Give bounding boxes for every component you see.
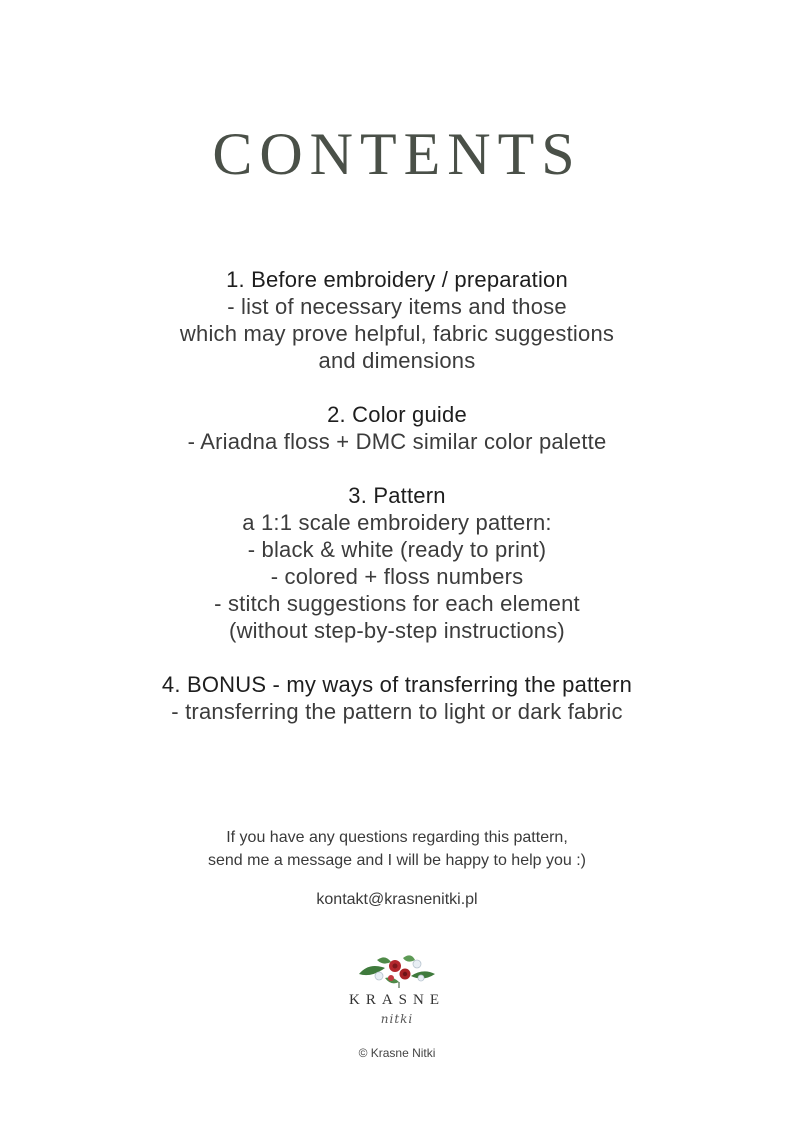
section-line: - colored + floss numbers <box>270 564 524 589</box>
section-line: - black & white (ready to print) <box>247 537 547 562</box>
section-line: which may prove helpful, fabric suggestions <box>179 321 615 346</box>
contact-email[interactable]: kontakt@krasnenitki.pl <box>316 891 478 908</box>
section-line: - list of necessary items and those <box>227 294 567 319</box>
copyright-notice: © Krasne Nitki <box>358 1046 436 1060</box>
contents-section-2 <box>0 401 794 455</box>
section-line: - Ariadna floss + DMC similar color palette <box>187 429 607 454</box>
flower-bouquet-icon <box>355 952 439 988</box>
logo-wordmark: KRASNE <box>348 992 445 1008</box>
section-line: a 1:1 scale embroidery pattern: <box>242 510 552 535</box>
section-line: (without step-by-step instructions) <box>229 618 565 643</box>
contents-section-1 <box>0 266 794 374</box>
section-heading: 2. Color guide <box>327 402 467 427</box>
contents-list <box>0 266 794 752</box>
logo-script-signature: nitki <box>380 1012 414 1026</box>
contents-section-4 <box>0 671 794 725</box>
contents-section-3 <box>0 482 794 644</box>
section-line: - transferring the pattern to light or dark fabric <box>171 699 623 724</box>
contact-message <box>0 826 794 872</box>
section-heading: 3. Pattern <box>348 483 446 508</box>
section-line: - stitch suggestions for each element <box>214 591 580 616</box>
section-heading: 4. BONUS - my ways of transferring the pattern <box>161 672 633 697</box>
section-line: and dimensions <box>318 348 476 373</box>
brand-logo <box>327 952 467 1042</box>
contact-line: send me a message and I will be happy to help you :) <box>208 852 586 869</box>
contact-line: If you have any questions regarding this pattern, <box>226 829 568 846</box>
page-title: CONTENTS <box>212 121 582 187</box>
section-heading: 1. Before embroidery / preparation <box>226 267 568 292</box>
